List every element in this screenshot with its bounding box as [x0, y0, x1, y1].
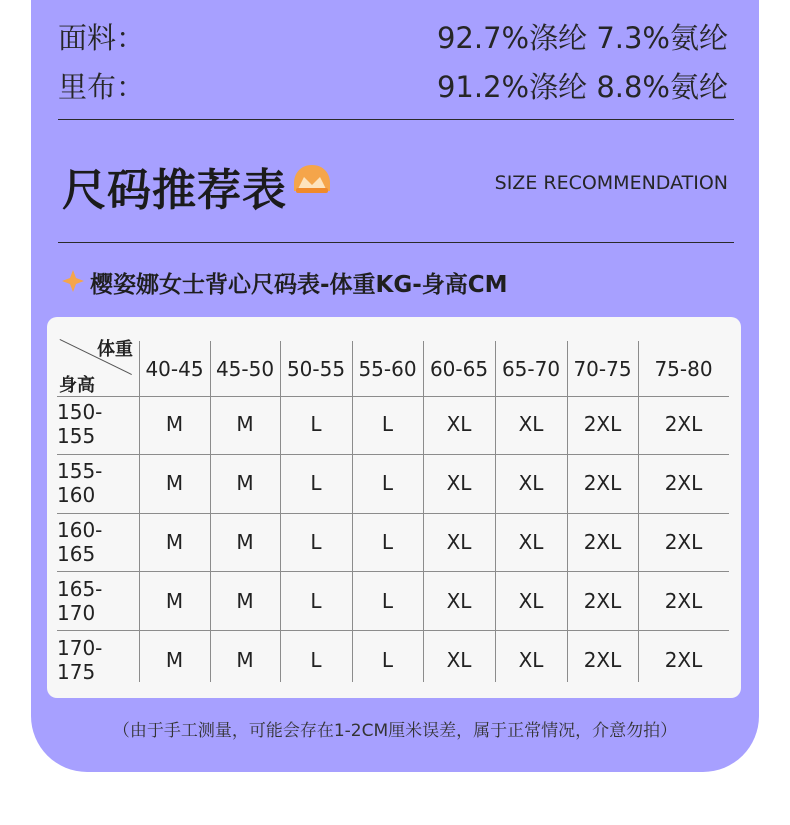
weight-column-header: 75-80 — [654, 357, 713, 381]
size-cell: M — [236, 589, 254, 613]
divider-bottom — [58, 242, 734, 243]
height-row-header: 150-155 — [57, 400, 103, 448]
size-cell: 2XL — [583, 530, 622, 554]
weight-column-header: 40-45 — [145, 357, 204, 381]
section-subtitle: SIZE RECOMMENDATION — [494, 172, 728, 194]
size-cell: XL — [446, 589, 472, 613]
size-cell: M — [165, 471, 184, 495]
size-cell: 2XL — [664, 589, 703, 613]
size-cell: L — [381, 648, 394, 672]
section-title: 尺码推荐表 — [62, 165, 287, 216]
size-cell: L — [310, 412, 322, 436]
weight-column-header: 55-60 — [358, 357, 417, 381]
lining-value: 91.2%涤纶 8.8%氨纶 — [436, 70, 728, 104]
size-cell: L — [381, 530, 394, 554]
divider-top — [58, 119, 734, 120]
fabric-label: 面料： — [58, 21, 146, 55]
size-cell: L — [310, 589, 322, 613]
size-cell: M — [236, 648, 254, 672]
size-cell: M — [165, 412, 184, 436]
size-cell: M — [236, 471, 254, 495]
size-cell: XL — [446, 412, 472, 436]
size-cell: 2XL — [583, 589, 622, 613]
height-header: 身高 — [59, 375, 95, 396]
size-cell: 2XL — [664, 412, 703, 436]
size-cell: M — [236, 412, 254, 436]
row-divider — [57, 396, 729, 397]
size-cell: XL — [518, 530, 544, 554]
size-cell: L — [310, 471, 322, 495]
size-cell: L — [381, 589, 394, 613]
weight-column-header: 45-50 — [215, 357, 275, 381]
row-divider — [57, 571, 729, 572]
disclaimer-note: （由于手工测量，可能会存在1-2CM厘米误差，属于正常情况，介意勿拍） — [112, 721, 678, 741]
size-cell: XL — [446, 530, 472, 554]
size-cell: 2XL — [664, 648, 703, 672]
size-cell: XL — [518, 648, 544, 672]
weight-column-header: 70-75 — [573, 357, 632, 381]
size-cell: XL — [446, 471, 472, 495]
fabric-row — [58, 8, 728, 58]
row-divider — [57, 630, 729, 631]
size-cell: XL — [518, 412, 544, 436]
height-row-header: 160-165 — [57, 518, 103, 566]
weight-column-header: 65-70 — [501, 357, 561, 381]
size-cell: 2XL — [583, 471, 622, 495]
weight-column-header: 60-65 — [429, 357, 489, 381]
table-title: 樱姿娜女士背心尺码表-体重KG-身高CM — [90, 272, 508, 298]
size-cell: 2XL — [583, 648, 622, 672]
size-cell: 2XL — [664, 471, 703, 495]
size-cell: L — [381, 471, 394, 495]
fabric-value: 92.7%涤纶 7.3%氨纶 — [436, 21, 728, 55]
row-divider — [57, 454, 729, 455]
height-row-header: 170-175 — [57, 636, 103, 684]
weight-column-header: 50-55 — [286, 357, 346, 381]
lining-label: 里布： — [58, 70, 146, 104]
crown-icon — [292, 161, 332, 197]
size-cell: L — [381, 412, 394, 436]
size-cell: M — [165, 648, 184, 672]
size-cell: XL — [518, 589, 544, 613]
size-cell: L — [310, 648, 322, 672]
weight-header: 体重 — [97, 339, 133, 360]
sparkle-icon — [62, 270, 84, 292]
size-cell: L — [310, 530, 322, 554]
height-row-header: 165-170 — [57, 577, 103, 625]
size-table — [47, 317, 741, 698]
size-cell: M — [236, 530, 254, 554]
size-cell: M — [165, 530, 184, 554]
height-row-header: 155-160 — [57, 459, 103, 507]
size-cell: 2XL — [664, 530, 703, 554]
size-cell: XL — [518, 471, 544, 495]
size-cell: M — [165, 589, 184, 613]
row-divider — [57, 513, 729, 514]
size-cell: 2XL — [583, 412, 622, 436]
size-cell: XL — [446, 648, 472, 672]
lining-row — [58, 57, 728, 107]
